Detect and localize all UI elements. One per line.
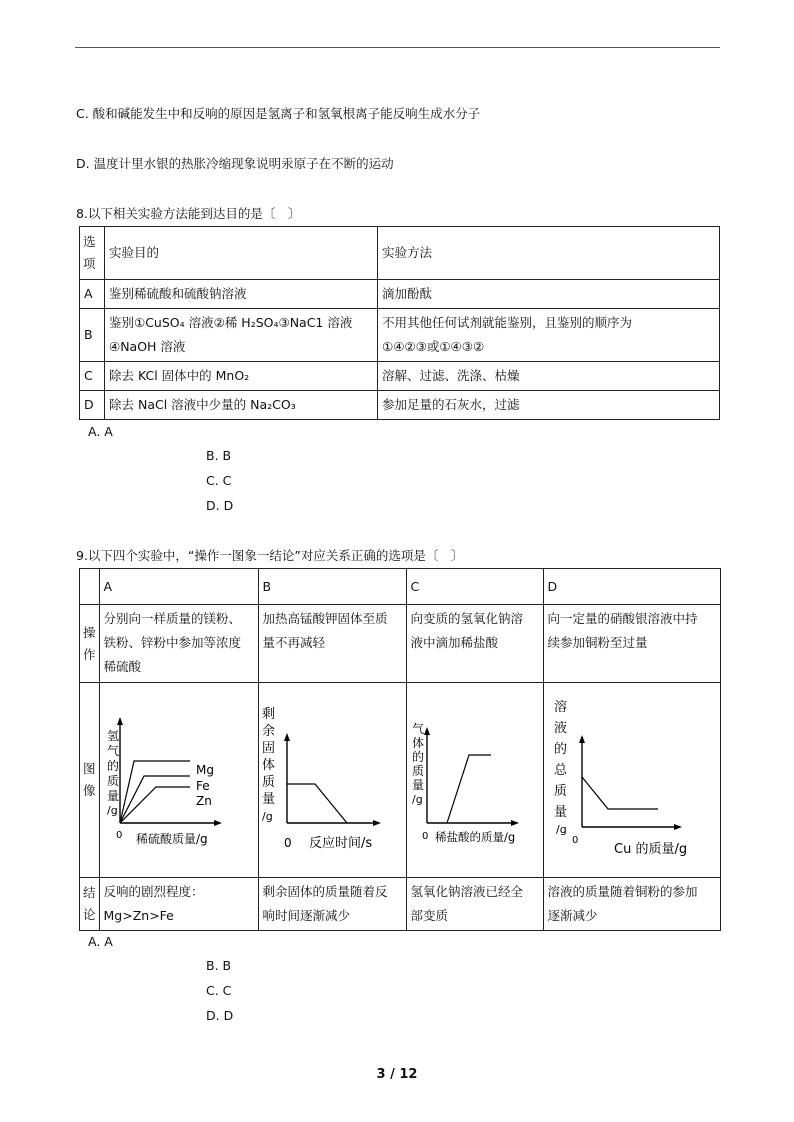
table-row: B 鉴别①CuSO₄ 溶液②稀 H₂SO₄③NaC1 溶液 ④NaOH 溶液 不用其他任何试剂就能鉴别，且鉴别的顺序为 ①④②③或①④③② — [80, 309, 720, 362]
svg-text:的: 的 — [106, 759, 119, 773]
q8-choice-c[interactable]: C. C — [206, 473, 232, 488]
q8-stem: 8.以下相关实验方法能到达目的是〔 〕 — [76, 206, 301, 221]
q8-header-option: 选 项 — [80, 227, 105, 280]
svg-text:的: 的 — [411, 750, 424, 764]
q9-conclusion-row: 结 论 反响的剧烈程度： Mg>Zn>Fe 剩余固体的质量随着反 响时间逐渐减少 氢氧化钠溶液已经全 部变质 溶液的质量随着铜粉的参加 逐渐减少 — [80, 878, 721, 931]
table-row: D 除去 NaCl 溶液中少量的 Na₂CO₃ 参加足量的石灰水，过滤 — [80, 391, 720, 420]
svg-text:气: 气 — [106, 744, 119, 758]
table-row: C 除去 KCl 固体中的 MnO₂ 溶解、过滤、洗涤、枯燥 — [80, 362, 720, 391]
svg-text:质: 质 — [411, 764, 424, 778]
svg-text:0: 0 — [115, 830, 122, 841]
prev-option-d: D. 温度计里水银的热胀冷缩现象说明汞原子在不断的运动 — [76, 156, 394, 171]
graph-b-ylabel: 剩 — [261, 707, 275, 722]
svg-text:体: 体 — [411, 736, 424, 750]
svg-text:的: 的 — [553, 742, 567, 757]
svg-text:/g: /g — [106, 804, 118, 817]
svg-text:质: 质 — [261, 775, 275, 790]
svg-text:液: 液 — [553, 721, 567, 736]
graph-a — [100, 683, 258, 869]
series-fe-line — [120, 776, 190, 823]
q9-header-c: C — [406, 569, 543, 605]
q8-choice-d[interactable]: D. D — [206, 498, 234, 513]
graph-b — [259, 683, 406, 869]
svg-text:0: 0 — [283, 836, 292, 850]
graph-d-line — [582, 777, 658, 809]
header-rule — [75, 47, 720, 48]
svg-text:质: 质 — [106, 774, 119, 788]
q8-header-purpose: 实验目的 — [105, 227, 378, 280]
svg-text:量: 量 — [261, 792, 275, 807]
q9-table — [79, 568, 721, 931]
graph-a-xlabel: 稀硫酸质量/g — [135, 832, 208, 846]
graph-d-xlabel: Cu 的质量/g — [613, 842, 687, 857]
svg-text:/g: /g — [411, 793, 423, 806]
svg-text:质: 质 — [553, 784, 567, 799]
svg-text:0: 0 — [421, 831, 428, 842]
table-row: A 鉴别稀硫酸和硫酸钠溶液 滴加酚酞 — [80, 280, 720, 309]
svg-text:体: 体 — [261, 758, 275, 773]
graph-b-line — [287, 784, 347, 823]
q8-header-method: 实验方法 — [378, 227, 720, 280]
q9-choice-b[interactable]: B. B — [206, 958, 232, 973]
svg-text:余: 余 — [261, 724, 275, 739]
legend-zn: Zn — [195, 794, 212, 808]
q9-header-d: D — [543, 569, 720, 605]
series-zn-line — [120, 787, 190, 823]
svg-text:量: 量 — [106, 789, 119, 803]
graph-b-xlabel: 反应时间/s — [308, 836, 372, 851]
graph-c-line — [447, 755, 491, 823]
graph-c-xlabel: 稀盐酸的质量/g — [434, 830, 515, 844]
q9-choice-c[interactable]: C. C — [206, 983, 232, 998]
q9-choice-d[interactable]: D. D — [206, 1008, 234, 1023]
graph-d — [544, 683, 720, 869]
q9-graph-row: 图 像 氢 气 的 质 量 /g 0 稀硫酸质量/g Mg Fe Zn 剩 余 固 体 质 量 /g 0 反应时间/s 气 体 的 质 量 /g 0 稀盐酸的质量/g 溶 液 的 总 质 量 /g 0 Cu 的质量/g — [80, 683, 721, 878]
graph-c — [407, 683, 543, 869]
legend-mg: Mg — [195, 763, 214, 777]
q9-stem: 9.以下四个实验中，“操作一图象一结论”对应关系正确的选项是〔 〕 — [76, 548, 464, 563]
svg-text:/g: /g — [261, 810, 273, 823]
graph-d-ylabel: 溶 — [553, 700, 567, 715]
series-mg-line — [120, 761, 190, 823]
graph-c-ylabel: 气 — [411, 722, 424, 736]
q9-choice-a[interactable]: A. A — [88, 934, 113, 949]
prev-option-c: C. 酸和碱能发生中和反响的原因是氢离子和氢氧根离子能反响生成水分子 — [76, 106, 481, 121]
q8-choice-b[interactable]: B. B — [206, 448, 232, 463]
legend-fe: Fe — [195, 779, 210, 793]
q9-header-a: A — [99, 569, 258, 605]
q9-header-b: B — [258, 569, 406, 605]
q8-table — [79, 226, 720, 420]
svg-text:量: 量 — [411, 778, 424, 792]
q9-operation-row: 操 作 分别向一样质量的镁粉、 铁粉、锌粉中参加等浓度 稀硫酸 加热高锰酸钾固体至质 量不再减轻 向变质的氢氧化钠溶 液中滴加稀盐酸 向一定量的硝酸银溶液中持 续参加铜粉至过量 — [80, 605, 721, 683]
graph-a-ylabel: 氢 — [106, 729, 119, 743]
svg-text:量: 量 — [553, 805, 567, 820]
svg-text:0: 0 — [571, 835, 578, 846]
svg-text:总: 总 — [553, 763, 567, 778]
q8-choice-a[interactable]: A. A — [88, 424, 113, 439]
svg-text:固: 固 — [261, 741, 275, 756]
page-number: 3 / 12 — [376, 1067, 418, 1082]
svg-text:/g: /g — [555, 823, 567, 836]
